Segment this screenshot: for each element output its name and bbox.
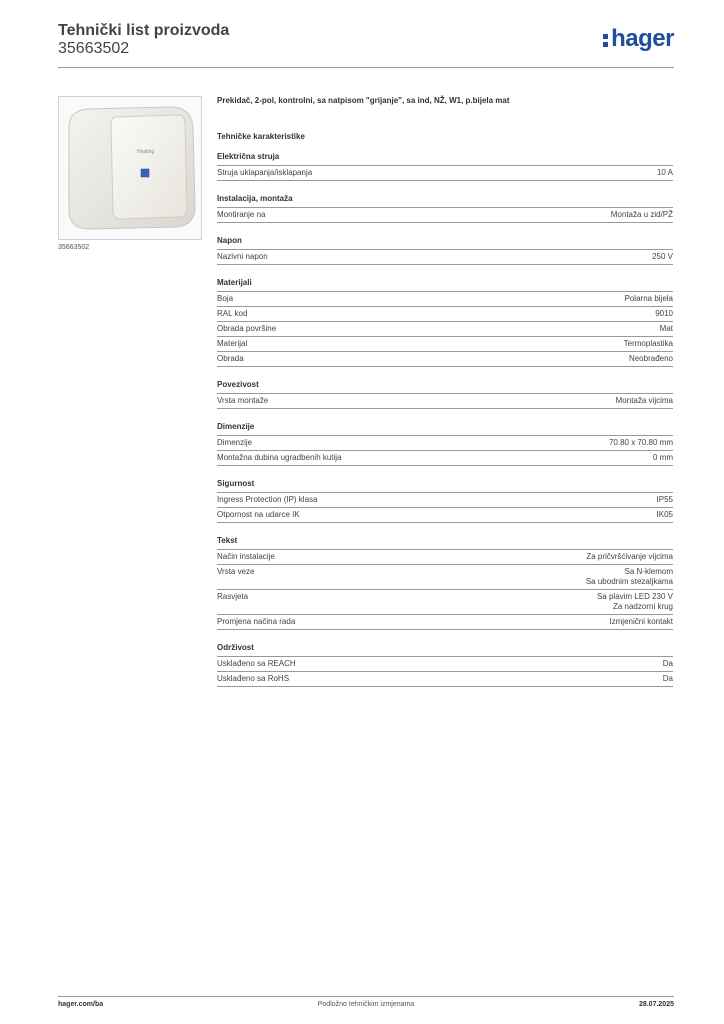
spec-row	[217, 394, 673, 409]
spec-group-title: Instalacija, montaža	[217, 194, 673, 208]
spec-label: Vrsta montaže	[217, 396, 269, 405]
spec-label: Obrada površine	[217, 324, 277, 333]
spec-value-line: 0 mm	[653, 453, 673, 462]
spec-value	[660, 324, 673, 334]
spec-group-title: Povezivost	[217, 380, 673, 394]
spec-group-title: Održivost	[217, 643, 673, 657]
spec-value-line: Izmjenični kontakt	[609, 617, 673, 626]
spec-value-line: Sa N-klemom	[624, 567, 673, 576]
spec-group-title: Električna struja	[217, 152, 673, 166]
spec-row	[217, 657, 673, 672]
spec-value-line: Mat	[659, 324, 673, 333]
spec-label: Promjena načina rada	[217, 617, 296, 626]
spec-label: Vrsta veze	[217, 567, 255, 576]
spec-value-line: 10 A	[656, 168, 673, 177]
spec-value	[625, 294, 673, 304]
spec-group-title: Napon	[217, 236, 673, 250]
footer-note: Podložno tehničkim izmjenama	[317, 1001, 415, 1008]
spec-label: Usklađeno sa REACH	[217, 659, 296, 668]
spec-value	[597, 592, 673, 612]
logo-colon-icon	[603, 30, 609, 48]
page-footer	[58, 996, 674, 1010]
spec-group-title: Tekst	[217, 536, 673, 550]
spec-group	[217, 536, 673, 630]
spec-label: Boja	[217, 294, 234, 303]
spec-value	[652, 252, 673, 262]
spec-value	[609, 617, 673, 627]
spec-label: Dimenzije	[217, 438, 253, 447]
spec-row	[217, 550, 673, 565]
heating-label: Heating	[137, 149, 155, 155]
spec-row	[217, 322, 673, 337]
spec-group	[217, 380, 673, 409]
spec-label: Ingress Protection (IP) klasa	[217, 495, 318, 504]
spec-value	[611, 210, 673, 220]
spec-value	[616, 396, 673, 406]
spec-row	[217, 508, 673, 523]
spec-value	[624, 339, 673, 349]
spec-value-line: Da	[662, 674, 673, 683]
spec-group-title: Sigurnost	[217, 479, 673, 493]
spec-value-line: Za nadzorni krug	[612, 602, 673, 611]
spec-row	[217, 307, 673, 322]
spec-row	[217, 451, 673, 466]
spec-value-line: 70.80 x 70.80 mm	[608, 438, 673, 447]
spec-group	[217, 236, 673, 265]
spec-value-line: Za pričvršćivanje vijcima	[586, 552, 673, 561]
spec-label: Otpornost na udarce IK	[217, 510, 300, 519]
spec-value	[657, 510, 673, 520]
spec-value-line: Sa plavim LED 230 V	[596, 592, 673, 601]
spec-value	[586, 567, 673, 587]
main-content	[217, 96, 673, 700]
spec-row	[217, 250, 673, 265]
spec-value	[653, 453, 673, 463]
spec-row	[217, 352, 673, 367]
page-title: Tehnički list proizvoda	[58, 22, 230, 39]
spec-value	[586, 552, 673, 562]
footer-date: 28.07.2025	[638, 1001, 674, 1008]
spec-value-line: Montaža vijcima	[615, 396, 673, 405]
footer-website: hager.com/ba	[58, 1001, 104, 1008]
spec-group	[217, 152, 673, 181]
spec-value	[663, 674, 673, 684]
spec-value-line: Montaža u zid/PŽ	[610, 210, 673, 219]
spec-row	[217, 565, 673, 590]
spec-label: Način instalacije	[217, 552, 275, 561]
spec-value	[629, 354, 673, 364]
hager-logo	[603, 26, 674, 52]
spec-row	[217, 292, 673, 307]
spec-label: Rasvjeta	[217, 592, 249, 601]
product-number: 35663502	[58, 40, 130, 57]
spec-value-line: 9010	[655, 309, 673, 318]
spec-row	[217, 208, 673, 223]
logo-text: hager	[611, 25, 674, 52]
spec-label: Montiranje na	[217, 210, 266, 219]
spec-group	[217, 643, 673, 687]
section-heading: Tehničke karakteristike	[217, 132, 305, 141]
spec-group	[217, 194, 673, 223]
image-caption: 35663502	[58, 244, 90, 251]
product-description: Prekidač, 2-pol, kontrolni, sa natpisom "grijanje", sa ind, NŽ, W1, p.bijela mat	[217, 96, 510, 105]
spec-label: Materijal	[217, 339, 248, 348]
spec-group-title: Dimenzije	[217, 422, 673, 436]
spec-label: Usklađeno sa RoHS	[217, 674, 290, 683]
spec-value-line: IK05	[656, 510, 673, 519]
spec-group	[217, 479, 673, 523]
spec-label: Struja uklapanja/isklapanja	[217, 168, 313, 177]
spec-row	[217, 615, 673, 630]
spec-group-title: Materijali	[217, 278, 673, 292]
spec-label: Obrada	[217, 354, 244, 363]
spec-value-line: IP55	[656, 495, 673, 504]
spec-row	[217, 493, 673, 508]
spec-value	[609, 438, 673, 448]
page-header	[58, 22, 674, 68]
spec-row	[217, 590, 673, 615]
spec-value-line: Sa ubodnim stezaljkama	[585, 577, 673, 586]
spec-value	[657, 168, 673, 178]
spec-row	[217, 672, 673, 687]
product-image	[58, 96, 202, 240]
spec-value-line: 250 V	[652, 252, 673, 261]
spec-row	[217, 436, 673, 451]
spec-value	[657, 495, 673, 505]
spec-value	[663, 659, 673, 669]
spec-value-line: Polarna bijela	[624, 294, 673, 303]
spec-label: RAL kod	[217, 309, 248, 318]
characteristics-groups	[217, 152, 673, 687]
spec-label: Nazivni napon	[217, 252, 268, 261]
spec-row	[217, 337, 673, 352]
spec-group	[217, 422, 673, 466]
spec-group	[217, 278, 673, 367]
spec-value-line: Termoplastika	[623, 339, 673, 348]
spec-row	[217, 166, 673, 181]
spec-value	[655, 309, 673, 319]
spec-label: Montažna dubina ugradbenih kutija	[217, 453, 342, 462]
spec-value-line: Neobrađeno	[628, 354, 673, 363]
spec-value-line: Da	[662, 659, 673, 668]
